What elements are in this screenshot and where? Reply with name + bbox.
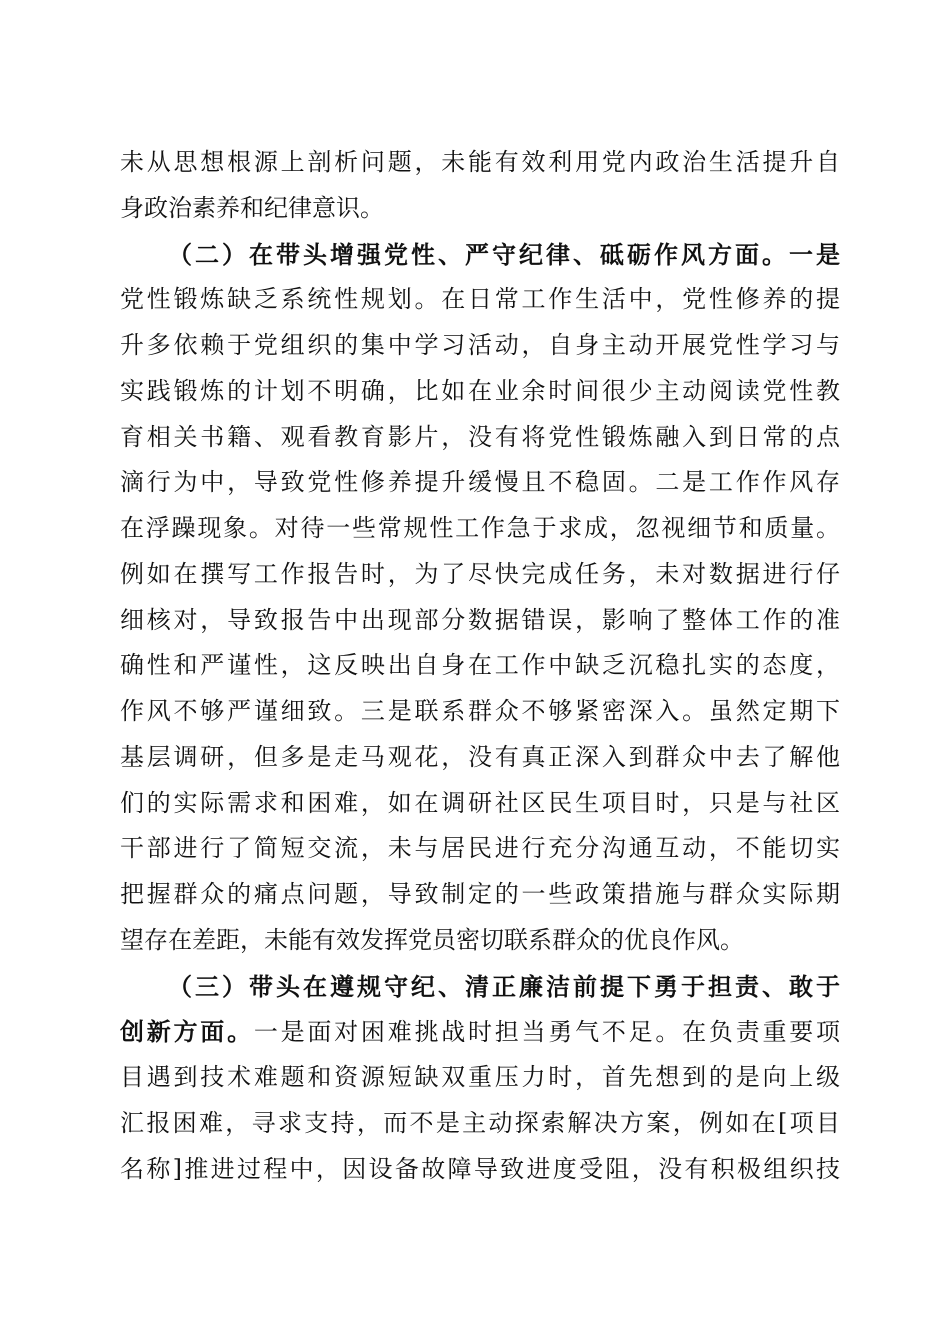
text-line: 基层调研，但多是走马观花，没有真正深入到群众中去了解他 [120,742,840,771]
text-line: 升多依赖于党组织的集中学习活动，自身主动开展党性学习与 [120,331,840,359]
section-heading: （二）在带头增强党性、严守纪律、砥砺作风方面。一是 [168,239,840,269]
text-line: 作风不够严谨细致。三是联系群众不够紧密深入。虽然定期下 [120,697,840,725]
section-heading: （三）带头在遵规守纪、清正廉洁前提下勇于担责、敢于 [168,971,840,1001]
document-body [120,140,840,1192]
text-line: 汇报困难，寻求支持，而不是主动探索解决方案，例如在[项目 [120,1108,840,1137]
text-line: 例如在撰写工作报告时，为了尽快完成任务，未对数据进行仔 [120,559,840,588]
text-line-rest: 一是面对困难挑战时担当勇气不足。在负责重要项 [253,1018,841,1047]
text-line: 滴行为中，导致党性修养提升缓慢且不稳固。二是工作作风存 [120,468,840,497]
text-line: 干部进行了简短交流，未与居民进行充分沟通互动，不能切实 [120,834,840,863]
text-line: 名称]推进过程中，因设备故障导致进度受阻，没有积极组织技 [120,1154,840,1183]
text-line [120,1009,840,1055]
text-line: 实践锻炼的计划不明确，比如在业余时间很少主动阅读党性教 [120,376,840,405]
text-line: 党性锻炼缺乏系统性规划。在日常工作生活中，党性修养的提 [120,285,840,314]
text-line: 把握群众的痛点问题，导致制定的一些政策措施与群众实际期 [120,880,840,908]
text-line: 育相关书籍、观看教育影片，没有将党性锻炼融入到日常的点 [120,422,840,451]
text-line: 们的实际需求和困难，如在调研社区民生项目时，只是与社区 [120,788,840,817]
text-line: 目遇到技术难题和资源短缺双重压力时，首先想到的是向上级 [120,1063,840,1091]
text-line: 身政治素养和纪律意识。 [120,193,384,222]
text-line: 确性和严谨性，这反映出自身在工作中缺乏沉稳扎实的态度， [120,651,840,680]
text-line: 细核对，导致报告中出现部分数据错误，影响了整体工作的准 [120,605,840,634]
text-line: 望存在差距，未能有效发挥党员密切联系群众的优良作风。 [120,925,744,954]
text-line: 未从思想根源上剖析问题，未能有效利用党内政治生活提升自 [120,148,840,176]
section-heading-tail: 创新方面。 [120,1017,254,1047]
text-line: 在浮躁现象。对待一些常规性工作急于求成，忽视细节和质量。 [120,514,840,542]
